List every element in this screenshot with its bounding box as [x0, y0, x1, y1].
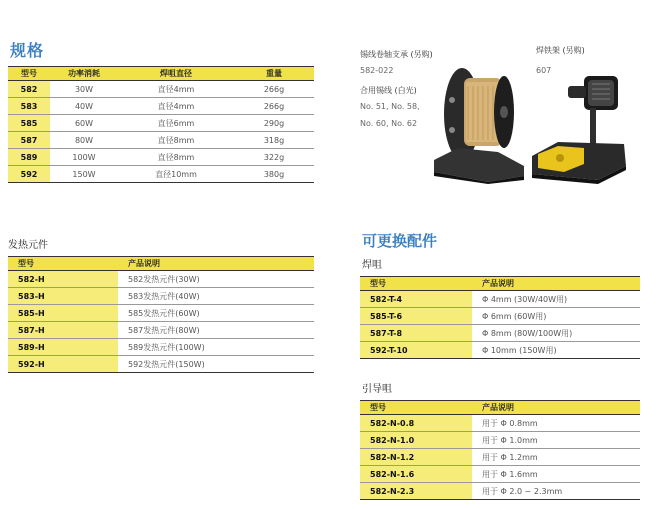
table-row — [8, 115, 314, 132]
table-cell: 592发热元件(150W) — [118, 356, 314, 373]
spec-table — [8, 66, 314, 183]
table-cell: 80W — [50, 132, 118, 149]
table-row — [360, 308, 640, 325]
table-cell: 60W — [50, 115, 118, 132]
model-cell: 592-T-10 — [360, 342, 472, 359]
guide-table — [360, 400, 640, 500]
heater-title: 发热元件 — [8, 240, 48, 251]
table-cell: Φ 4mm (30W/40W用) — [472, 291, 640, 308]
table-cell: Φ 6mm (60W用) — [472, 308, 640, 325]
table-cell: 587发热元件(80W) — [118, 322, 314, 339]
model-cell: 582-N-2.3 — [360, 483, 472, 500]
model-cell: 589-H — [8, 339, 118, 356]
table-cell: 用于 Φ 0.8mm — [472, 415, 640, 432]
column-header: 型号 — [360, 277, 472, 291]
model-cell: 582-N-1.2 — [360, 449, 472, 466]
model-cell: 583 — [8, 98, 50, 115]
reel-compat-line2: No. 60, No. 62 — [360, 119, 418, 128]
model-cell: 587-T-8 — [360, 325, 472, 342]
table-cell: 直径4mm — [118, 98, 234, 115]
table-cell: Φ 8mm (80W/100W用) — [472, 325, 640, 342]
stand-code: 607 — [536, 66, 552, 75]
reel-compat-line1: No. 51, No. 58, — [360, 102, 420, 111]
table-cell: 322g — [234, 149, 314, 166]
column-header: 重量 — [234, 67, 314, 81]
model-cell: 592 — [8, 166, 50, 183]
table-cell: Φ 10mm (150W用) — [472, 342, 640, 359]
model-cell: 582-N-0.8 — [360, 415, 472, 432]
table-row — [8, 305, 314, 322]
table-cell: 380g — [234, 166, 314, 183]
table-cell: 用于 Φ 2.0 ~ 2.3mm — [472, 483, 640, 500]
model-cell: 582-N-1.0 — [360, 432, 472, 449]
model-cell: 582-N-1.6 — [360, 466, 472, 483]
column-header: 功率消耗 — [50, 67, 118, 81]
table-row — [360, 483, 640, 500]
table-row — [8, 81, 314, 98]
column-header: 产品说明 — [472, 277, 640, 291]
table-cell: 用于 Φ 1.2mm — [472, 449, 640, 466]
table-cell: 582发热元件(30W) — [118, 271, 314, 288]
table-row — [8, 322, 314, 339]
heater-table — [8, 256, 314, 373]
table-row — [8, 339, 314, 356]
table-cell: 40W — [50, 98, 118, 115]
table-row — [360, 432, 640, 449]
table-cell: 583发热元件(40W) — [118, 288, 314, 305]
table-cell: 266g — [234, 98, 314, 115]
column-header: 型号 — [8, 67, 50, 81]
model-cell: 585 — [8, 115, 50, 132]
model-cell: 582-T-4 — [360, 291, 472, 308]
model-cell: 585-H — [8, 305, 118, 322]
table-cell: 266g — [234, 81, 314, 98]
table-row — [360, 291, 640, 308]
column-header: 焊咀直径 — [118, 67, 234, 81]
table-row — [360, 342, 640, 359]
reel-compat-title: 合用锡线 (白光) — [360, 86, 417, 95]
model-cell: 585-T-6 — [360, 308, 472, 325]
model-cell: 589 — [8, 149, 50, 166]
table-cell: 150W — [50, 166, 118, 183]
column-header: 产品说明 — [472, 401, 640, 415]
model-cell: 592-H — [8, 356, 118, 373]
spec-title: 规格 — [10, 41, 45, 60]
table-cell: 585发热元件(60W) — [118, 305, 314, 322]
column-header: 型号 — [360, 401, 472, 415]
table-row — [360, 325, 640, 342]
table-cell: 30W — [50, 81, 118, 98]
table-row — [8, 288, 314, 305]
column-header: 产品说明 — [118, 257, 314, 271]
table-cell: 直径4mm — [118, 81, 234, 98]
table-cell: 290g — [234, 115, 314, 132]
table-row — [360, 449, 640, 466]
table-cell: 直径6mm — [118, 115, 234, 132]
table-row — [8, 98, 314, 115]
table-cell: 直径10mm — [118, 166, 234, 183]
guide-title: 引导咀 — [362, 384, 392, 395]
reel-code: 582-022 — [360, 66, 394, 75]
table-cell: 直径8mm — [118, 149, 234, 166]
model-cell: 583-H — [8, 288, 118, 305]
table-cell: 318g — [234, 132, 314, 149]
table-cell: 100W — [50, 149, 118, 166]
iron-stand-image — [528, 70, 628, 188]
table-cell: 用于 Φ 1.0mm — [472, 432, 640, 449]
reel-title: 锡线卷轴支承 (另购) — [360, 50, 433, 59]
table-row — [360, 466, 640, 483]
reel-holder-image — [428, 56, 530, 184]
model-cell: 587 — [8, 132, 50, 149]
table-row — [8, 132, 314, 149]
model-cell: 582-H — [8, 271, 118, 288]
table-cell: 直径8mm — [118, 132, 234, 149]
table-row — [360, 415, 640, 432]
column-header: 型号 — [8, 257, 118, 271]
model-cell: 587-H — [8, 322, 118, 339]
table-cell: 用于 Φ 1.6mm — [472, 466, 640, 483]
tip-table — [360, 276, 640, 359]
model-cell: 582 — [8, 81, 50, 98]
tip-title: 焊咀 — [362, 260, 382, 271]
table-row — [8, 271, 314, 288]
table-row — [8, 149, 314, 166]
table-row — [8, 356, 314, 373]
replace-title: 可更换配件 — [362, 232, 438, 250]
stand-title: 焊铁架 (另购) — [536, 46, 585, 55]
table-row — [8, 166, 314, 183]
table-cell: 589发热元件(100W) — [118, 339, 314, 356]
